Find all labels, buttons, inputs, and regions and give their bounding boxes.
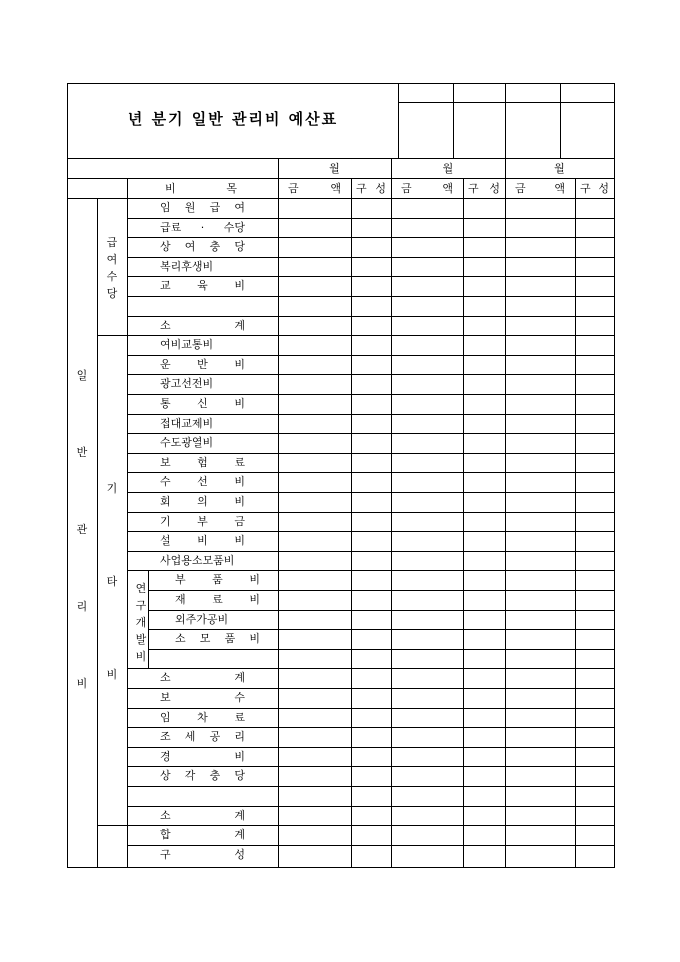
row-label: 운 반 비	[160, 358, 245, 371]
row-label: 회 의 비	[160, 495, 245, 508]
row-label: 통 신 비	[160, 397, 245, 410]
row-label: 재 료 비	[175, 593, 260, 606]
row-label: 광고선전비	[160, 377, 214, 390]
frame-left	[67, 83, 68, 867]
item-header: 비 목	[165, 182, 237, 195]
frame-bottom	[67, 867, 615, 868]
row-label: 임 원 급 여	[160, 201, 245, 214]
amount-ratio-divider	[463, 178, 464, 867]
row-label: 보 험 료	[160, 456, 245, 469]
row-label	[160, 649, 245, 668]
row-label: 소 계	[160, 671, 245, 684]
rnd-top	[127, 570, 148, 571]
rnd-category-label: 비	[135, 650, 147, 664]
row-label: 임 차 료	[160, 711, 245, 724]
other-category-label: 기	[106, 481, 118, 495]
header-row-bottom	[67, 198, 614, 199]
row-label: 경 비	[160, 750, 245, 763]
row-label: 기 부 금	[160, 515, 245, 528]
wages-category-label: 수	[106, 269, 118, 283]
row-label: 설 비 비	[160, 534, 245, 547]
rnd-category-label: 발	[135, 633, 147, 647]
month-label: 월	[554, 162, 565, 175]
other-category-label: 타	[106, 575, 118, 588]
row-label: 복리후생비	[160, 260, 214, 273]
wage-block-bottom	[97, 335, 128, 336]
row-label: 여비교통비	[160, 338, 214, 351]
item-column-left	[127, 178, 128, 867]
month-label: 월	[329, 162, 340, 175]
row-label: 소 모 품 비	[175, 632, 260, 645]
wages-category-label: 당	[106, 286, 118, 300]
row-label: 소 계	[160, 319, 245, 332]
amount-header: 금 액	[515, 182, 565, 195]
row-label: 수도광열비	[160, 436, 214, 449]
row-label: 합 계	[160, 828, 245, 841]
row-label: 소 계	[160, 809, 245, 822]
ratio-header: 구 성	[468, 182, 500, 195]
row-label: 조 세 공 리	[160, 730, 245, 743]
rnd-category-label: 개	[135, 616, 147, 629]
amount-header: 금 액	[401, 182, 453, 195]
row-label: 접대교제비	[160, 417, 214, 430]
row-label: 상 각 충 당	[160, 769, 245, 782]
row-label: 교 육 비	[160, 279, 245, 292]
row-label: 급료 · 수당	[160, 221, 245, 234]
other-block-bottom	[97, 825, 128, 826]
row-label: 수 선 비	[160, 475, 245, 488]
rnd-category-label: 구	[135, 598, 147, 612]
approval-box-divider	[505, 83, 506, 158]
other-category-label: 비	[106, 668, 118, 682]
page-title: 년 분기 일반 관리비 예산표	[127, 110, 339, 128]
rnd-bottom	[127, 668, 148, 669]
ratio-header: 구 성	[580, 182, 609, 195]
wages-category-label: 여	[106, 253, 118, 267]
frame-top	[67, 83, 615, 84]
approval-box-header-line	[398, 102, 614, 103]
category-column-divider	[97, 198, 98, 867]
row-label: 상 여 충 당	[160, 240, 245, 253]
approval-box-divider	[560, 83, 561, 158]
main-category-label: 리	[76, 599, 88, 613]
wages-category-label: 급	[106, 236, 118, 250]
frame-right	[614, 83, 615, 867]
amount-header: 금 액	[288, 182, 341, 195]
row-label: 구 성	[160, 848, 245, 861]
month-label: 월	[442, 162, 454, 175]
row-label: 보 수	[160, 691, 245, 704]
row-label: 사업용소모품비	[160, 554, 235, 567]
approval-box-divider	[398, 83, 399, 158]
ratio-header: 구 성	[356, 182, 386, 195]
row-label: 외주가공비	[175, 613, 229, 626]
amount-ratio-divider	[575, 178, 576, 867]
row-label	[160, 296, 245, 315]
main-category-label: 관	[76, 522, 88, 536]
main-category-label: 반	[76, 445, 88, 459]
row-label	[160, 786, 245, 805]
main-category-label: 비	[76, 676, 88, 690]
amount-ratio-divider	[351, 178, 352, 867]
main-category-label: 일	[76, 368, 88, 382]
row-label: 부 품 비	[175, 573, 260, 586]
approval-box-divider	[453, 83, 454, 158]
rnd-category-label: 연	[135, 581, 147, 595]
